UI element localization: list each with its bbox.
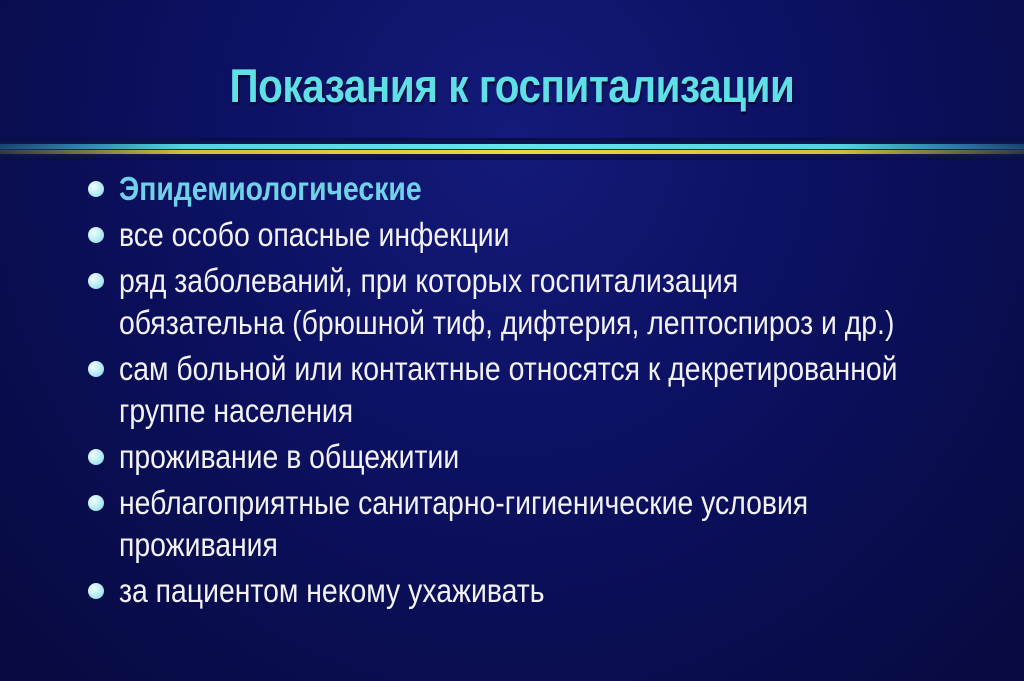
bullet-icon [88, 449, 104, 465]
bullet-list [88, 168, 1008, 616]
bullet-icon [88, 361, 104, 377]
title-divider [0, 138, 1024, 160]
list-item [88, 260, 1008, 344]
bullet-icon [88, 583, 104, 599]
divider-cyan-line [0, 144, 1024, 149]
list-item-text: ряд заболеваний, при которых госпитализация обязательна (брюшной тиф, дифтерия, лептоспироз и др.) [119, 262, 895, 341]
list-item [88, 348, 1008, 432]
list-item-text: Эпидемиологические [119, 170, 422, 207]
list-item [88, 214, 1008, 256]
slide-title: Показания к госпитализации [229, 59, 795, 112]
list-item-text: все особо опасные инфекции [119, 216, 510, 253]
list-item [88, 436, 1008, 478]
divider-yellow-line [0, 150, 1024, 154]
list-item [88, 482, 1008, 566]
list-item-text: сам больной или контактные относятся к декретированной группе населения [119, 350, 898, 429]
list-item-text: проживание в общежитии [119, 438, 460, 475]
bullet-icon [88, 273, 104, 289]
list-item-text: за пациентом некому ухаживать [119, 572, 545, 609]
list-item-text: неблагоприятные санитарно-гигиенические условия проживания [119, 484, 809, 563]
list-item [88, 168, 1008, 210]
list-item [88, 570, 1008, 612]
divider-band [0, 138, 1024, 160]
bullet-icon [88, 495, 104, 511]
bullet-icon [88, 227, 104, 243]
bullet-icon [88, 181, 104, 197]
